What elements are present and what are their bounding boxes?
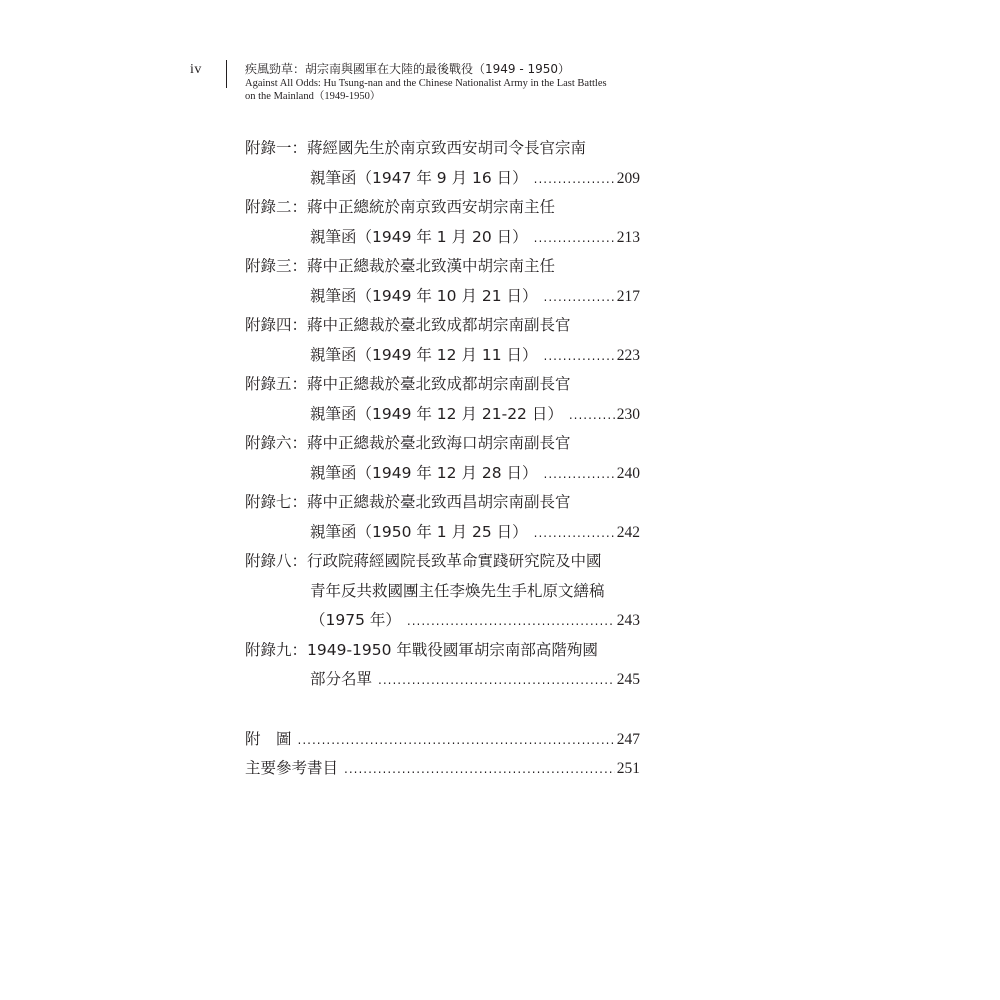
toc-page-number: 242 — [616, 523, 640, 541]
toc-entry-title: 附錄六：蔣中正總裁於臺北致海口胡宗南副長官 — [245, 434, 571, 452]
toc-entry-subline — [245, 164, 640, 194]
toc-entry-subtitle: 親筆函（1949 年 10 月 21 日） — [310, 286, 538, 305]
header-title-english-line1: Against All Odds: Hu Tsung-nan and the Chinese Nationalist Army in the Last Battles — [245, 78, 607, 89]
toc-entry-subtitle: 親筆函（1949 年 12 月 21-22 日） — [310, 404, 563, 423]
toc-entry-appendix-7 — [245, 488, 640, 547]
toc-entry-subline — [245, 459, 640, 489]
dot-leader — [544, 283, 615, 313]
toc-page-number: 213 — [616, 228, 640, 246]
toc-page-number: 245 — [616, 671, 640, 688]
dot-leader — [298, 726, 615, 756]
header-divider — [226, 60, 227, 88]
toc-page-number: 247 — [616, 730, 640, 748]
toc-entry-subline — [245, 223, 640, 253]
dot-leader — [534, 519, 615, 549]
toc-page-number: 240 — [616, 464, 640, 482]
section-spacer — [245, 695, 640, 725]
header-title-chinese: 疾風勁草：胡宗南與國軍在大陸的最後戰役（1949 - 1950） — [245, 62, 571, 76]
toc-entry-title: 主要參考書目 — [245, 759, 339, 777]
toc-entry-subline — [245, 282, 640, 312]
toc-entry-subtitle: 親筆函（1949 年 12 月 28 日） — [310, 463, 538, 482]
toc-page-number: 209 — [616, 169, 640, 187]
toc-entry-title: 附錄七：蔣中正總裁於臺北致西昌胡宗南副長官 — [245, 493, 571, 511]
header-title-english-line2: on the Mainland（1949-1950） — [245, 91, 381, 102]
toc-entry-title: 附錄二：蔣中正總統於南京致西安胡宗南主任 — [245, 198, 556, 216]
dot-leader — [407, 607, 615, 637]
toc-entry-appendix-2 — [245, 193, 640, 252]
toc-entry-subtitle: 親筆函（1949 年 12 月 11 日） — [310, 345, 538, 364]
toc-entry-title: 附錄四：蔣中正總裁於臺北致成都胡宗南副長官 — [245, 316, 571, 334]
toc-entry-title: 附錄一：蔣經國先生於南京致西安胡司令長官宗南 — [245, 139, 587, 157]
toc-entry-title: 附 圖 — [245, 729, 292, 748]
dot-leader — [569, 401, 615, 431]
toc-entry-subtitle: 部分名單 — [310, 670, 373, 688]
toc-entry-subtitle: 青年反共救國團主任李煥先生手札原文繕稿 — [310, 581, 605, 600]
toc-entry-subtitle: （1975 年） — [310, 611, 401, 629]
toc-entry-appendix-4 — [245, 311, 640, 370]
toc-entry-figures — [245, 725, 640, 755]
dot-leader — [378, 666, 615, 696]
toc-page-number: 251 — [616, 760, 640, 777]
toc-entry-appendix-6 — [245, 429, 640, 488]
table-of-contents — [245, 134, 640, 784]
toc-entry-title: 附錄三：蔣中正總裁於臺北致漢中胡宗南主任 — [245, 257, 556, 275]
toc-entry-subline — [245, 665, 640, 695]
toc-entry-subtitle: 親筆函（1949 年 1 月 20 日） — [310, 227, 528, 246]
page-number: iv — [190, 62, 202, 77]
toc-entry-title: 附錄九：1949-1950 年戰役國軍胡宗南部高階殉國 — [245, 640, 598, 659]
dot-leader — [534, 165, 615, 195]
toc-page-number: 223 — [616, 346, 640, 364]
toc-entry-appendix-8 — [245, 547, 640, 636]
toc-entry-appendix-3 — [245, 252, 640, 311]
toc-entry-appendix-9 — [245, 636, 640, 695]
toc-page-number: 230 — [616, 405, 640, 423]
dot-leader — [534, 224, 615, 254]
toc-page-number: 217 — [616, 287, 640, 305]
toc-entry-subline — [245, 400, 640, 430]
toc-entry-subtitle: 親筆函（1947 年 9 月 16 日） — [310, 168, 528, 187]
toc-entry-title: 附錄五：蔣中正總裁於臺北致成都胡宗南副長官 — [245, 375, 571, 393]
toc-entry-subtitle: 親筆函（1950 年 1 月 25 日） — [310, 522, 528, 541]
toc-entry-title: 附錄八：行政院蔣經國院長致革命實踐研究院及中國 — [245, 552, 602, 570]
toc-page-number: 243 — [616, 612, 640, 629]
toc-entry-subline — [245, 341, 640, 371]
dot-leader — [344, 755, 615, 785]
toc-entry-appendix-5 — [245, 370, 640, 429]
toc-entry-references — [245, 754, 640, 784]
dot-leader — [544, 342, 615, 372]
toc-entry-subline — [245, 518, 640, 548]
dot-leader — [544, 460, 615, 490]
toc-entry-subline — [245, 606, 640, 636]
toc-entry-appendix-1 — [245, 134, 640, 193]
running-header — [245, 61, 665, 103]
